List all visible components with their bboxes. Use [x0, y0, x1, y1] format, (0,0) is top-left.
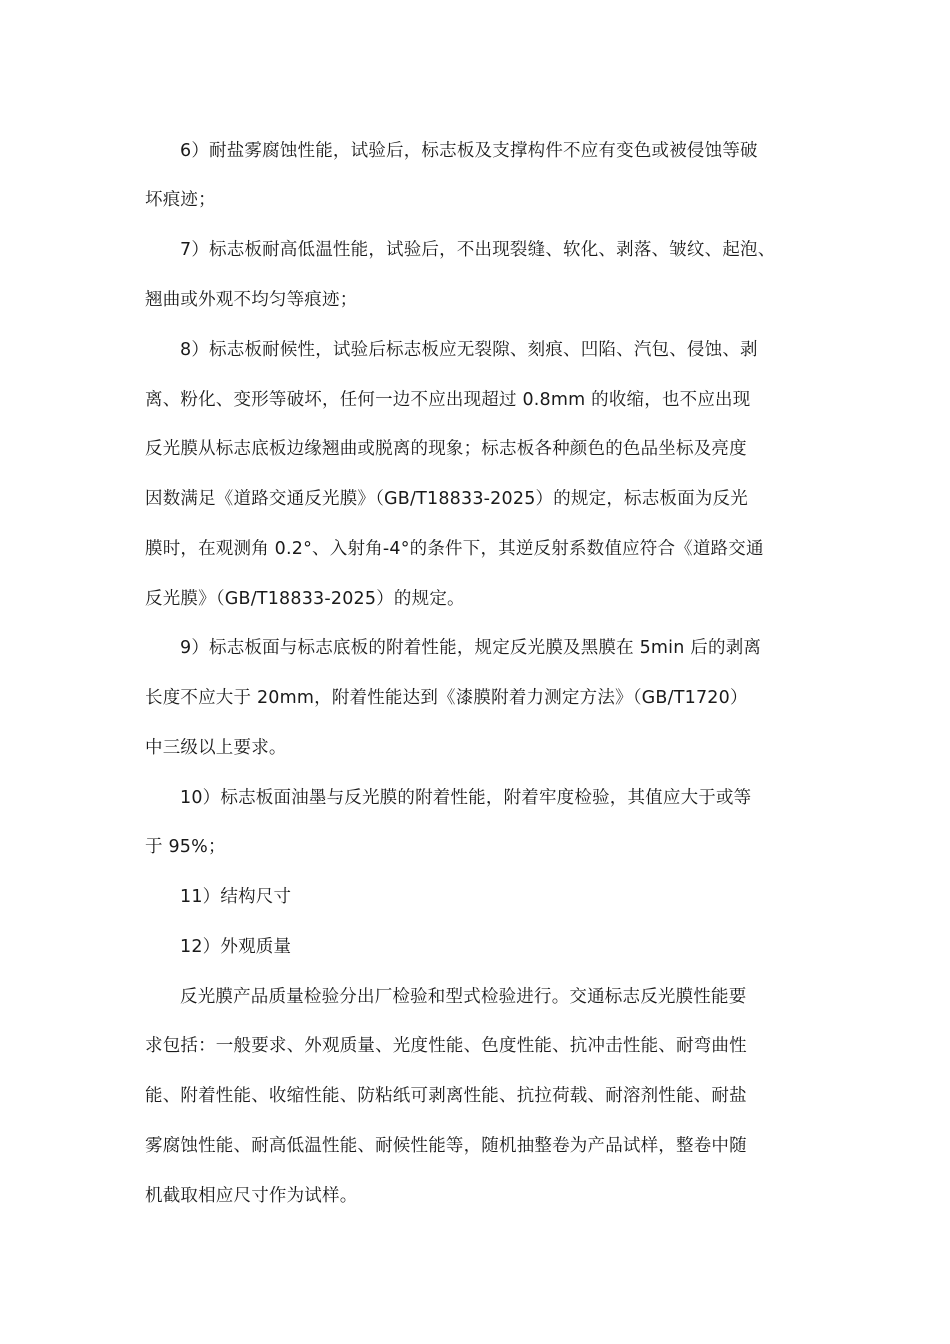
paragraph-summary-line-3: 能、附着性能、收缩性能、防粘纸可剥离性能、抗拉荷载、耐溶剂性能、耐盐 — [145, 1086, 747, 1106]
paragraph-8-line-4: 因数满足《道路交通反光膜》（GB/T18833-2025）的规定，标志板面为反光 — [145, 489, 748, 509]
paragraph-summary-line-4: 雾腐蚀性能、耐高低温性能、耐候性能等，随机抽整卷为产品试样，整卷中随 — [145, 1136, 747, 1156]
paragraph-8-line-2: 离、粉化、变形等破坏，任何一边不应出现超过 0.8mm 的收缩，也不应出现 — [145, 390, 751, 410]
paragraph-summary-line-1: 反光膜产品质量检验分出厂检验和型式检验进行。交通标志反光膜性能要 — [180, 987, 747, 1007]
paragraph-9-line-1: 9）标志板面与标志底板的附着性能，规定反光膜及黑膜在 5min 后的剥离 — [180, 638, 762, 658]
paragraph-11: 11）结构尺寸 — [180, 887, 292, 907]
paragraph-6-line-1: 6）耐盐雾腐蚀性能，试验后，标志板及支撑构件不应有变色或被侵蚀等破 — [180, 141, 758, 161]
paragraph-8-line-3: 反光膜从标志底板边缘翘曲或脱离的现象；标志板各种颜色的色品坐标及亮度 — [145, 439, 747, 459]
paragraph-10-line-2: 于 95%； — [145, 837, 226, 857]
paragraph-8-line-5: 膜时，在观测角 0.2°、入射角-4°的条件下，其逆反射系数值应符合《道路交通 — [145, 539, 764, 559]
paragraph-6-line-2: 坏痕迹； — [145, 190, 216, 210]
paragraph-7-line-1: 7）标志板耐高低温性能，试验后，不出现裂缝、软化、剥落、皱纹、起泡、 — [180, 240, 776, 260]
paragraph-summary-line-5: 机截取相应尺寸作为试样。 — [145, 1186, 358, 1206]
paragraph-10-line-1: 10）标志板面油墨与反光膜的附着性能，附着牢度检验，其值应大于或等 — [180, 788, 752, 808]
paragraph-summary-line-2: 求包括：一般要求、外观质量、光度性能、色度性能、抗冲击性能、耐弯曲性 — [145, 1036, 747, 1056]
paragraph-12: 12）外观质量 — [180, 937, 292, 957]
paragraph-9-line-3: 中三级以上要求。 — [145, 738, 287, 758]
paragraph-7-line-2: 翘曲或外观不均匀等痕迹； — [145, 290, 358, 310]
paragraph-9-line-2: 长度不应大于 20mm，附着性能达到《漆膜附着力测定方法》（GB/T1720） — [145, 688, 748, 708]
paragraph-8-line-1: 8）标志板耐候性，试验后标志板应无裂隙、刻痕、凹陷、汽包、侵蚀、剥 — [180, 340, 758, 360]
paragraph-8-line-6: 反光膜》（GB/T18833-2025）的规定。 — [145, 589, 465, 609]
